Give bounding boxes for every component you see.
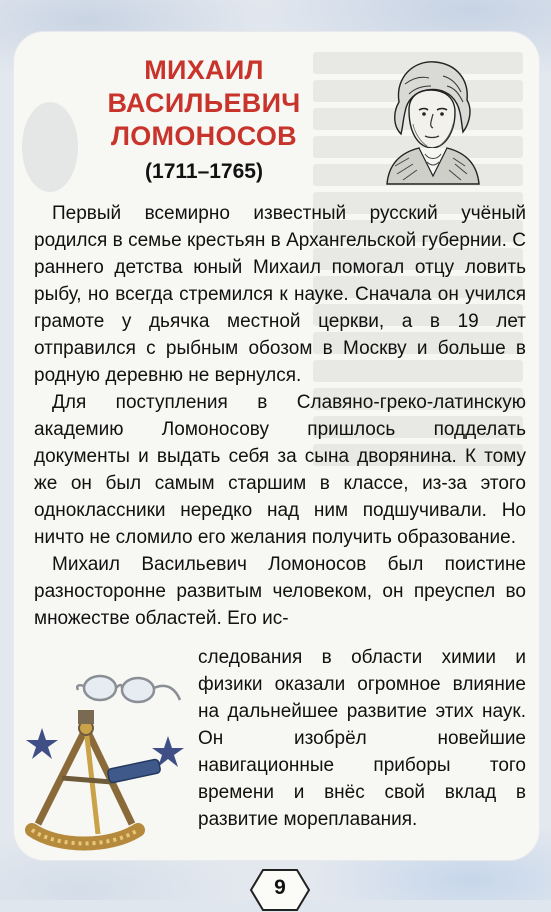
page-number-badge (249, 868, 311, 912)
paragraph-3-continued: следования в области химии и физики оказали огромное влияние на дальнейшее развитие этих наук. Он изобрёл новейшие навигационные приборы того времени и внёс свой вклад в развитие мореплавания. (198, 647, 526, 830)
title-line-2: ВАСИЛЬЕВИЧ (107, 88, 301, 118)
life-dates: (1711–1765) (145, 160, 263, 183)
title-line-3: ЛОМОНОСОВ (111, 121, 297, 151)
paragraph-2: Для поступления в Славяно-греко-латинскую академию Ломоносову пришлось подделать документы и выдать себя за сына дворянина. К тому же он был самым старшим в классе, из-за этого одноклассники нередко над ним подшучивали. Но ничто не сломило его желания получить образование. (34, 392, 526, 548)
spectacles-icon (77, 676, 180, 702)
lomonosov-portrait-icon (369, 54, 487, 184)
paragraph-1: Первый всемирно известный русский учёный родился в семье крестьян в Архангельской губернии. С раннего детства юный Михаил помогал отцу ловить рыбу, но всегда стремился к науке. Сначала он учился грамоте у дьячка местной церкви, а в 19 лет отправился с рыбным обозом в Москву и больше в родную деревню не вернулся. (34, 203, 526, 386)
title-line-1: МИХАИЛ (144, 55, 264, 85)
book-page (14, 32, 539, 899)
sextant-icon (32, 710, 161, 844)
page-number: 9 (274, 876, 286, 899)
page-title (104, 54, 304, 153)
instruments-illustration (20, 652, 195, 852)
star-icon-left (26, 728, 58, 759)
paragraph-3: Михаил Васильевич Ломоносов был поистине разносторонне развитым человеком, он преуспел во множестве областей. Его ис- (34, 554, 526, 629)
faded-medallion (22, 102, 78, 192)
article-body (34, 200, 526, 632)
